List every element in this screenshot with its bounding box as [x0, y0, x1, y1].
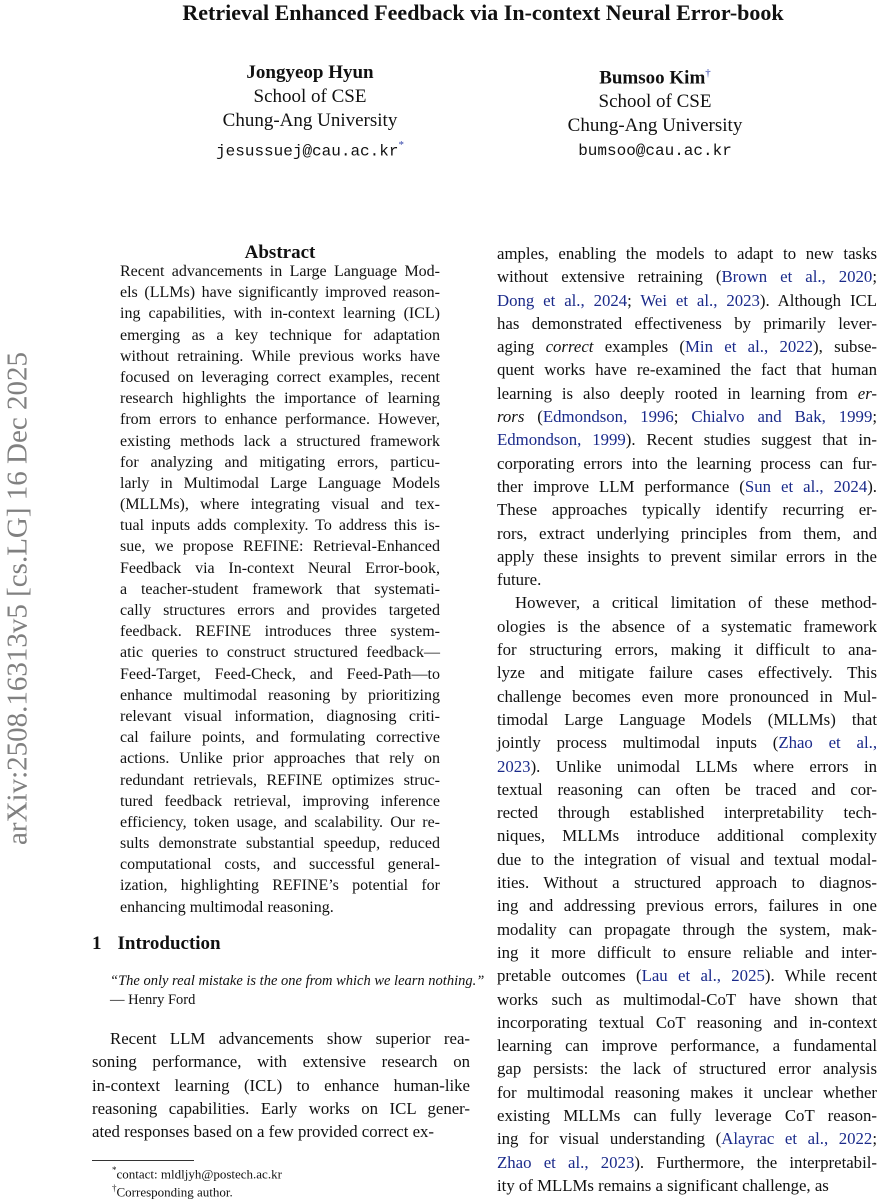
text-segment: rors	[497, 407, 525, 427]
text-line	[497, 591, 877, 614]
text-segment: ing it more difficult to ensure reliable and inter-	[497, 942, 877, 962]
author-email[interactable]: bumsoo@cau.ac.kr	[578, 142, 732, 161]
author-name: Bumsoo Kim	[599, 67, 706, 89]
citation-link[interactable]: Edmondson, 1996	[542, 407, 674, 427]
text-line	[497, 405, 877, 428]
text-segment: quent works have re-examined the fact that human	[497, 360, 877, 380]
text-segment: modality can propagate through the system, mak-	[497, 919, 877, 939]
author-email[interactable]: jesussuej@cau.ac.kr	[216, 142, 399, 161]
text-segment: focused on leveraging correct examples, recent	[120, 368, 440, 386]
text-line	[120, 536, 440, 557]
citation-link[interactable]: Dong et al., 2024	[497, 290, 628, 310]
text-line	[120, 706, 440, 727]
text-segment: ing and addressing previous errors, failures in one	[497, 896, 877, 916]
text-segment: pretable outcomes (	[497, 966, 642, 986]
text-line	[497, 1034, 877, 1057]
text-segment: enhancing multimodal reasoning.	[120, 898, 334, 916]
text-segment: efficiency, token usage, and scalability. Our re-	[120, 813, 440, 831]
text-segment: These approaches typically identify recurring er-	[497, 500, 877, 520]
text-line	[120, 261, 440, 282]
text-line	[497, 335, 877, 358]
text-line	[120, 346, 440, 367]
text-line	[497, 1174, 877, 1197]
text-line	[497, 475, 877, 498]
text-segment: cal failure points, and formulating corrective	[120, 729, 440, 747]
text-segment: correct	[545, 337, 594, 357]
text-line	[497, 265, 877, 288]
citation-link[interactable]: 2023	[497, 756, 531, 776]
text-segment: ther improve LLM performance (	[497, 476, 745, 496]
text-segment: ities. Without a structured approach to diagnos-	[497, 873, 877, 893]
text-segment: without retraining. While previous works have	[120, 347, 440, 365]
text-segment: ologies is the absence of a systematic framework	[497, 616, 877, 636]
footnote-mark: *	[112, 1165, 117, 1175]
text-line	[120, 515, 440, 536]
text-line	[120, 494, 440, 515]
text-line	[497, 661, 877, 684]
text-line	[497, 824, 877, 847]
text-segment: in-context learning (ICL) to enhance human-like	[92, 1075, 470, 1095]
text-line	[120, 367, 440, 388]
text-segment: lyze and mitigate failure cases effectively. This	[497, 663, 877, 683]
text-segment: rected through established interpretability tech-	[497, 803, 877, 823]
text-segment: learning can improve performance, a fundamental	[497, 1036, 877, 1056]
text-line	[497, 615, 877, 638]
text-line	[497, 522, 877, 545]
author-block-1	[160, 61, 460, 163]
text-line	[92, 1027, 470, 1050]
text-segment: actions. Unlike prior approaches that rely on	[120, 750, 440, 768]
text-line	[497, 755, 877, 778]
text-segment: works such as multimodal-CoT have shown that	[497, 989, 877, 1009]
text-line	[120, 409, 440, 430]
text-segment: challenge becomes even more pronounced in Mul-	[497, 686, 877, 706]
text-segment: gap persists: the lack of structured error analysis	[497, 1059, 877, 1079]
text-line	[120, 897, 440, 918]
text-line	[92, 1120, 470, 1143]
text-line	[497, 1151, 877, 1174]
text-line	[497, 452, 877, 475]
text-line	[497, 964, 877, 987]
intro-left-body	[92, 1027, 470, 1143]
text-line	[120, 558, 440, 579]
text-line	[120, 303, 440, 324]
text-segment: enhance multimodal reasoning by prioritizing	[120, 686, 440, 704]
text-segment: redundant retrievals, REFINE optimizes struc-	[120, 771, 440, 789]
citation-link[interactable]: Min et al., 2022	[685, 337, 814, 357]
text-segment: els (LLMs) have significantly improved reason-	[120, 284, 440, 302]
footnote-rule	[92, 1160, 194, 1161]
text-segment: Recent LLM advancements show superior rea-	[110, 1029, 470, 1048]
section-number: 1	[92, 933, 102, 954]
text-segment: timodal Large Language Models (MLLMs) that	[497, 709, 877, 729]
arxiv-identifier[interactable]: arXiv:2508.16313v5 [cs.LG] 16 Dec 2025	[1, 352, 34, 845]
text-segment: rors, extract underlying principles from them, and	[497, 523, 877, 543]
footnote-mark[interactable]: †	[705, 67, 711, 79]
text-segment: Feed-Target, Feed-Check, and Feed-Path—to	[120, 665, 440, 683]
text-segment: feedback. REFINE introduces three system-	[120, 623, 440, 641]
citation-link[interactable]: Zhao et al., 2023	[497, 1152, 635, 1172]
text-segment: tured feedback retrieval, improving inference	[120, 792, 440, 810]
citation-link[interactable]: Chialvo and Bak, 1999	[691, 407, 873, 427]
footnote-text: Corresponding author.	[116, 1184, 233, 1200]
text-line	[92, 1097, 470, 1120]
citation-link[interactable]: Sun et al., 2024	[744, 476, 868, 496]
intro-right-body	[497, 242, 877, 1197]
text-segment: cally structures errors and provides targeted	[120, 602, 440, 619]
text-line	[497, 312, 877, 335]
text-segment: However, a critical limitation of these method-	[515, 593, 877, 613]
footnote-2	[112, 1180, 233, 1200]
text-line	[497, 1104, 877, 1127]
text-segment: ). While recent	[764, 966, 877, 986]
citation-link[interactable]: Zhao et al.,	[778, 733, 877, 753]
text-line	[497, 894, 877, 917]
text-segment: textual reasoning can often be traced and cor-	[497, 779, 877, 799]
text-segment: ). Furthermore, the interpretabil-	[634, 1152, 877, 1172]
abstract-body	[120, 261, 440, 918]
text-line	[120, 812, 440, 833]
text-line	[497, 1127, 877, 1150]
text-segment: larly in Multimodal Large Language Models	[120, 474, 440, 492]
text-line	[120, 282, 440, 303]
text-segment: ), subse-	[813, 337, 877, 357]
text-segment: has demonstrated effectiveness by primarily lever-	[497, 313, 877, 333]
text-line	[120, 621, 440, 642]
text-line	[497, 242, 877, 265]
epigraph	[110, 972, 484, 1010]
text-segment: ).	[867, 476, 877, 496]
text-segment: ). Recent studies suggest that in-	[625, 430, 877, 450]
text-line	[120, 727, 440, 748]
text-segment: for structuring errors, making it difficult to ana-	[497, 640, 877, 660]
text-segment: niques, MLLMs introduce additional complexity	[497, 826, 877, 846]
text-segment: reasoning capabilities. Early works on ICL gener-	[92, 1098, 470, 1118]
text-segment: ing for visual understanding (	[497, 1129, 722, 1149]
text-segment: from errors to enhance performance. However,	[120, 411, 440, 429]
text-line	[120, 431, 440, 452]
text-line	[497, 871, 877, 894]
citation-link[interactable]: Alayrac et al., 2022	[721, 1129, 873, 1149]
text-segment: research highlights the importance of learning	[120, 390, 440, 408]
text-line	[120, 748, 440, 769]
text-line	[120, 473, 440, 494]
text-line	[120, 770, 440, 791]
footnote-text: contact: mldljyh@postech.ac.kr	[116, 1166, 282, 1182]
citation-link[interactable]: Wei et al., 2023	[640, 290, 760, 310]
epigraph-quote: “The only real mistake is the one from which we learn nothing.”	[110, 973, 485, 989]
text-line	[497, 918, 877, 941]
citation-link[interactable]: Brown et al., 2020	[721, 267, 873, 287]
text-line	[497, 801, 877, 824]
text-segment: due to the integration of visual and textual modal-	[497, 849, 877, 869]
text-line	[120, 685, 440, 706]
text-line	[497, 988, 877, 1011]
text-segment: ;	[872, 267, 877, 287]
text-segment: ;	[673, 407, 692, 427]
text-line	[497, 545, 877, 568]
text-segment: sue, we propose REFINE: Retrieval-Enhanced	[120, 538, 440, 556]
text-line	[120, 388, 440, 409]
text-line	[497, 428, 877, 451]
text-segment: amples, enabling the models to adapt to new tasks	[497, 244, 877, 263]
text-segment: incorporating textual CoT reasoning and in-context	[497, 1012, 877, 1032]
text-line	[120, 875, 440, 896]
text-segment: jointly process multimodal inputs (	[497, 733, 779, 753]
text-line	[497, 289, 877, 312]
author-univ: Chung-Ang University	[567, 115, 743, 137]
text-segment: a teacher-student framework that systemati-	[120, 580, 440, 598]
citation-link[interactable]: Lau et al., 2025	[641, 966, 765, 986]
text-line	[497, 685, 877, 708]
text-segment: er-	[857, 383, 877, 403]
text-segment: without extensive retraining (	[497, 267, 722, 287]
text-line	[120, 833, 440, 854]
text-line	[497, 1011, 877, 1034]
text-segment: existing methods lack a structured framework	[120, 432, 440, 450]
epigraph-author: — Henry Ford	[110, 992, 196, 1008]
text-line	[92, 1050, 470, 1073]
citation-link[interactable]: Edmondson, 1999	[497, 430, 626, 450]
abstract-heading: Abstract	[244, 242, 316, 263]
text-line	[120, 854, 440, 875]
text-segment: existing MLLMs can fully leverage CoT reason-	[497, 1105, 877, 1125]
text-segment: sults demonstrate substantial speedup, reduced	[120, 835, 440, 853]
text-segment: for multimodal reasoning makes it unclear whether	[497, 1082, 877, 1102]
text-segment: atic queries to construct structured feedback—	[120, 644, 440, 662]
footnote-mark: †	[112, 1183, 117, 1193]
footnote-mark[interactable]: *	[398, 139, 404, 151]
text-line	[497, 708, 877, 731]
text-segment: examples (	[593, 337, 685, 357]
text-line	[497, 1081, 877, 1104]
text-line	[497, 1057, 877, 1080]
text-line	[497, 382, 877, 405]
author-dept: School of CSE	[253, 86, 367, 107]
text-line	[120, 600, 440, 621]
text-segment: ). Although ICL	[759, 290, 877, 310]
text-segment: ;	[627, 290, 641, 310]
text-line	[497, 498, 877, 521]
text-segment: ;	[872, 1129, 877, 1149]
text-segment: Recent advancements in Large Language Mod-	[120, 263, 440, 280]
text-line	[120, 452, 440, 473]
section-heading-introduction	[92, 933, 221, 955]
text-segment: tual inputs adds complexity. To address this is-	[120, 517, 440, 535]
text-segment: ization, highlighting REFINE’s potential for	[120, 877, 440, 895]
text-segment: corporating errors into the learning process can fur-	[497, 453, 877, 473]
text-line	[497, 638, 877, 661]
paper-title: Retrieval Enhanced Feedback via In-context Neural Error-book	[182, 0, 784, 25]
text-line	[120, 664, 440, 685]
text-segment: ity of MLLMs remains a significant challenge, as	[497, 1175, 829, 1195]
text-line	[497, 941, 877, 964]
text-segment: relevant visual information, diagnosing criti-	[120, 707, 440, 725]
section-title: Introduction	[117, 933, 221, 954]
text-segment: (	[524, 407, 543, 427]
author-dept: School of CSE	[598, 91, 712, 113]
text-segment: aging	[497, 337, 546, 357]
text-segment: (MLLMs), where integrating visual and tex-	[120, 496, 440, 514]
text-segment: ated responses based on a few provided correct ex-	[92, 1122, 435, 1142]
text-line	[497, 358, 877, 381]
text-segment: ). Unlike unimodal LLMs where errors in	[530, 756, 877, 776]
text-line	[120, 642, 440, 663]
text-line	[497, 731, 877, 754]
author-block-2	[505, 61, 805, 163]
text-segment: ;	[872, 407, 877, 427]
author-univ: Chung-Ang University	[222, 110, 398, 131]
author-name: Jongyeop Hyun	[246, 62, 374, 83]
text-segment: learning is also deeply rooted in learning from	[497, 383, 858, 403]
text-line	[497, 568, 877, 591]
text-segment: apply these insights to prevent similar errors in the	[497, 546, 877, 566]
text-line	[120, 579, 440, 600]
text-segment: future.	[497, 570, 542, 590]
text-line	[120, 325, 440, 346]
text-segment: Feedback via In-context Neural Error-book,	[120, 559, 440, 577]
text-segment: for analyzing and mitigating errors, particu-	[120, 453, 440, 471]
text-segment: ing capabilities, with in-context learning (ICL)	[120, 305, 440, 323]
text-line	[92, 1074, 470, 1097]
text-segment: soning performance, with extensive research on	[92, 1052, 470, 1072]
text-line	[120, 791, 440, 812]
text-segment: emerging as a key technique for adaptation	[120, 326, 440, 344]
text-line	[497, 848, 877, 871]
text-segment: computational costs, and successful general-	[120, 856, 440, 874]
text-line	[497, 778, 877, 801]
